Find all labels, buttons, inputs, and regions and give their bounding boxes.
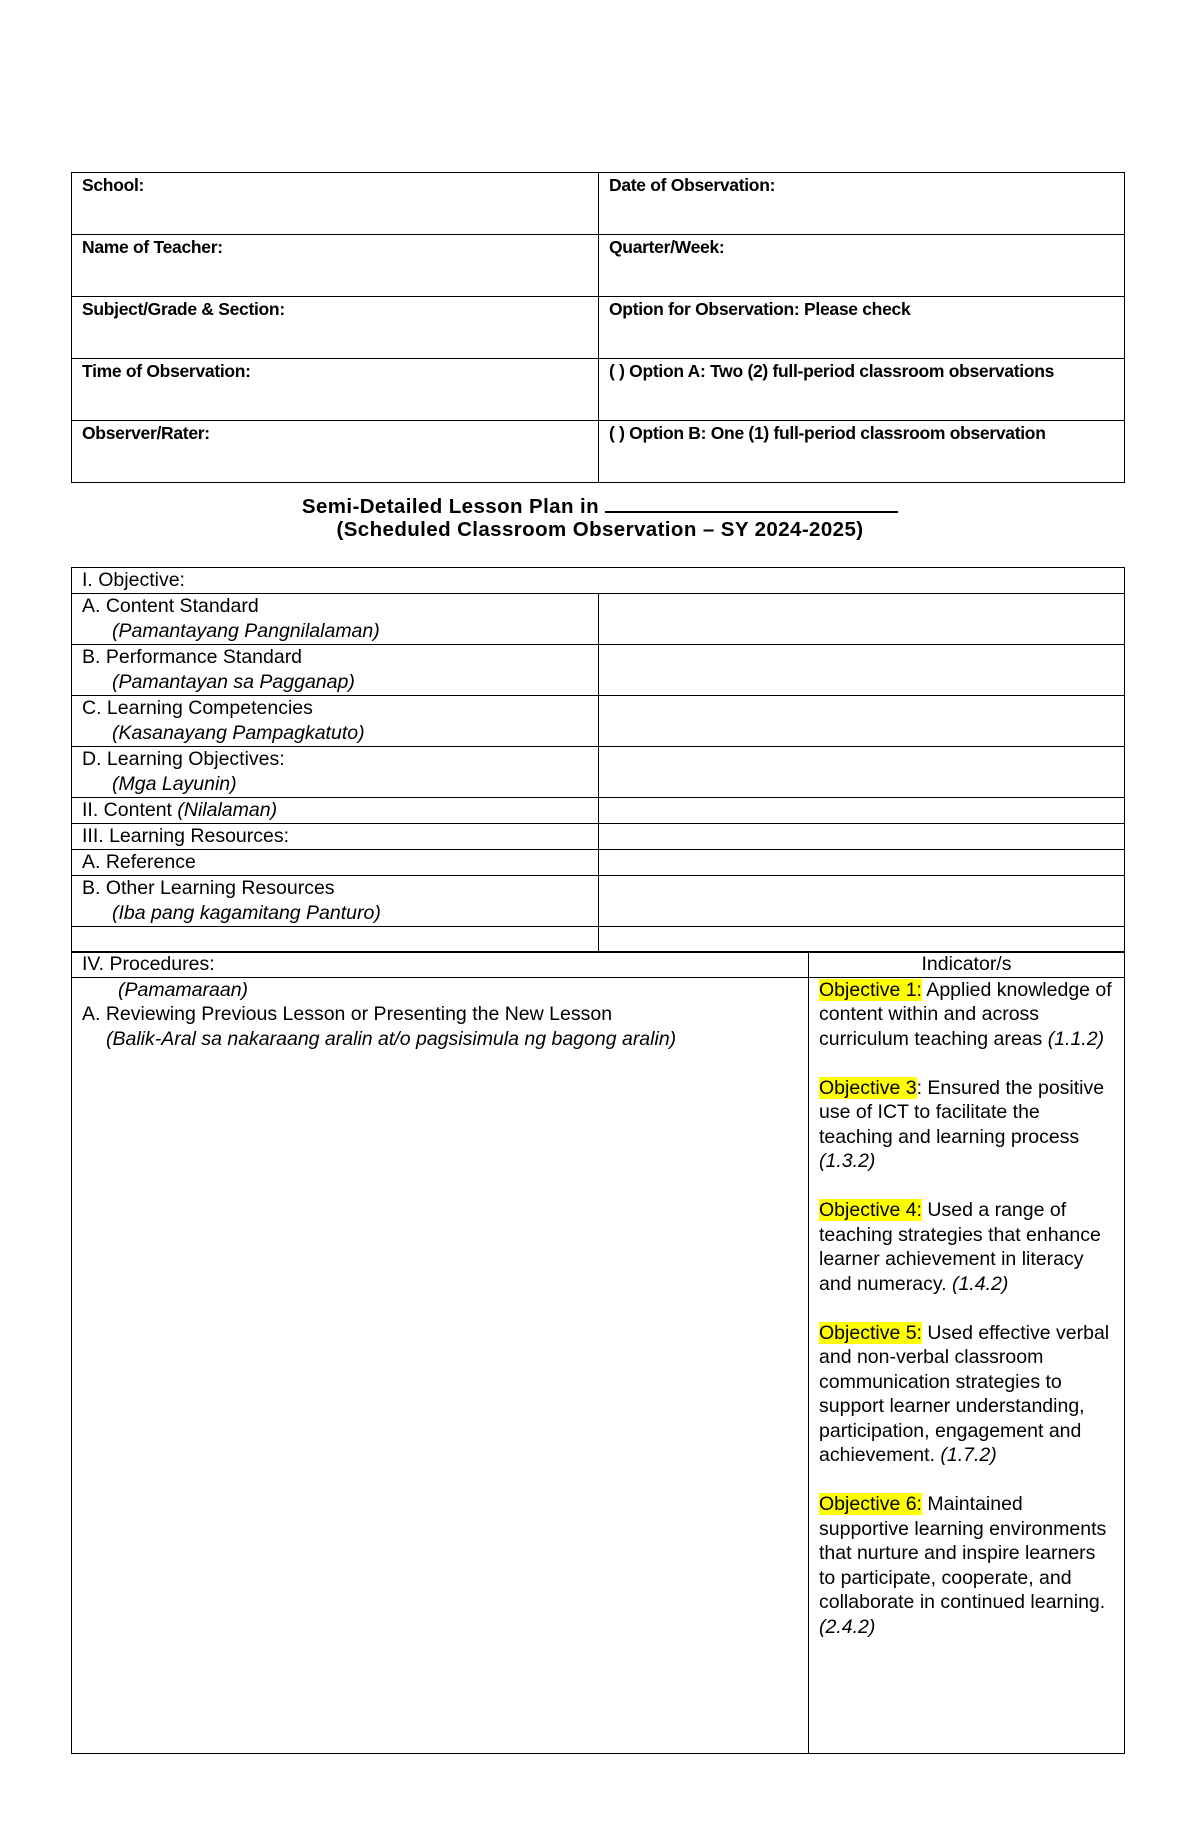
indicator-tag: Objective 6: [819,1493,922,1515]
indicator-code: (2.4.2) [819,1615,876,1638]
option-for-observation-label: Option for Observation: Please check [599,297,1125,359]
observation-info-table [71,172,1125,483]
learning-resources-label: III. Learning Resources: [72,824,599,850]
date-of-observation-field[interactable]: Date of Observation: [599,173,1125,235]
indicator-code: (1.7.2) [940,1444,997,1466]
learning-resources-row [72,824,1125,850]
row-label: B. Performance Standard [82,646,303,668]
indicator-text: Used a range of teaching strategies that enhance learner achievement in literacy and numeracy. [819,1199,1101,1295]
indicator-tag: Objective 3 [819,1076,917,1099]
indicator-code: (1.4.2) [951,1272,1009,1295]
indicator-item [819,978,1114,1052]
objective-heading: I. Objective: [72,568,1125,594]
learning-competencies-input[interactable] [598,696,1125,747]
content-standard-row [72,594,1125,645]
empty-row [72,927,1125,953]
empty-cell[interactable] [598,927,1125,953]
row-label: C. Learning Competencies [82,697,313,719]
procedures-content[interactable] [72,977,809,1753]
row-sub-label: (Nilalaman) [177,799,278,821]
subject-blank-line[interactable] [605,493,898,513]
option-b-checkbox[interactable]: ( ) Option B: One (1) full-period classroom observation [599,421,1125,483]
school-field[interactable]: School: [72,173,599,235]
option-a-checkbox[interactable]: ( ) Option A: Two (2) full-period classroom observations [599,359,1125,421]
content-standard-input[interactable] [598,594,1125,645]
procedures-body-row [72,977,1125,1753]
learning-competencies-label [72,696,599,747]
indicator-tag: Objective 5: [819,1321,922,1344]
row-sub-label: (Kasanayang Pampagkatuto) [112,721,365,744]
other-resources-input[interactable] [598,876,1125,927]
info-row [72,359,1125,421]
lesson-plan-subtitle: (Scheduled Classroom Observation – SY 2024-2025) [336,518,864,541]
row-sub-label: (Mga Layunin) [112,772,237,795]
row-label: D. Learning Objectives: [82,748,285,770]
learning-objectives-row [72,747,1125,798]
learning-objectives-label [72,747,599,798]
indicator-text: Maintained supportive learning environments that nurture and inspire learners to participate, cooperate, and collaborate in continued learning. [819,1493,1107,1613]
lesson-plan-title-text: Semi-Detailed Lesson Plan in [301,495,600,518]
indicators-heading: Indicator/s [809,952,1125,978]
content-row [72,798,1125,824]
indicator-tag: Objective 1: [819,978,922,1001]
indicator-text: : Ensured the positive use of ICT to facilitate the teaching and learning process [819,1076,1105,1148]
lesson-plan-title [0,493,1200,519]
other-resources-label [72,876,599,927]
indicator-code: (1.1.2) [1047,1027,1105,1050]
indicator-item [819,1492,1114,1639]
indicator-text: Used effective verbal and non-verbal classroom communication strategies to support learner understanding, participation, engagement and achievement. [819,1321,1110,1466]
procedures-heading-row [72,952,1125,978]
step-a-label: A. Reviewing Previous Lesson or Presenting the New Lesson [82,1003,613,1025]
quarter-week-field[interactable]: Quarter/Week: [599,235,1125,297]
objective-heading-row [72,568,1125,594]
row-sub-label: (Iba pang kagamitang Panturo) [112,901,381,924]
procedures-table [71,951,1125,1754]
indicator-tag: Objective 4: [819,1199,922,1221]
indicators-content [809,977,1125,1753]
procedures-sub-label: (Pamamaraan) [118,978,249,1001]
procedures-heading: IV. Procedures: [72,952,809,978]
other-resources-row [72,876,1125,927]
row-label: B. Other Learning Resources [82,877,335,899]
indicator-text: Applied knowledge of content within and across curriculum teaching areas [819,978,1112,1050]
performance-standard-label [72,645,599,696]
time-of-observation-field[interactable]: Time of Observation: [72,359,599,421]
reference-row [72,850,1125,876]
performance-standard-input[interactable] [598,645,1125,696]
objectives-table [71,567,1125,953]
info-row [72,173,1125,235]
empty-cell[interactable] [72,927,599,953]
reference-input[interactable] [598,850,1125,876]
indicator-item [819,1076,1114,1174]
indicator-code: (1.3.2) [819,1150,876,1172]
content-standard-label [72,594,599,645]
learning-objectives-input[interactable] [598,747,1125,798]
indicator-item [819,1321,1114,1468]
row-label: II. Content [82,799,178,821]
row-sub-label: (Pamantayan sa Pagganap) [112,670,355,693]
content-label [72,798,599,824]
teacher-name-field[interactable]: Name of Teacher: [72,235,599,297]
learning-competencies-row [72,696,1125,747]
info-row [72,297,1125,359]
info-row [72,421,1125,483]
learning-resources-input[interactable] [598,824,1125,850]
reference-label: A. Reference [72,850,599,876]
row-label: A. Content Standard [82,595,259,617]
performance-standard-row [72,645,1125,696]
subject-grade-section-field[interactable]: Subject/Grade & Section: [72,297,599,359]
row-sub-label: (Pamantayang Pangnilalaman) [112,619,380,642]
indicator-item [819,1198,1114,1296]
step-a-sub-label: (Balik-Aral sa nakaraang aralin at/o pagsisimula ng bagong aralin) [106,1027,677,1050]
observer-rater-field[interactable]: Observer/Rater: [72,421,599,483]
content-input[interactable] [598,798,1125,824]
info-row [72,235,1125,297]
